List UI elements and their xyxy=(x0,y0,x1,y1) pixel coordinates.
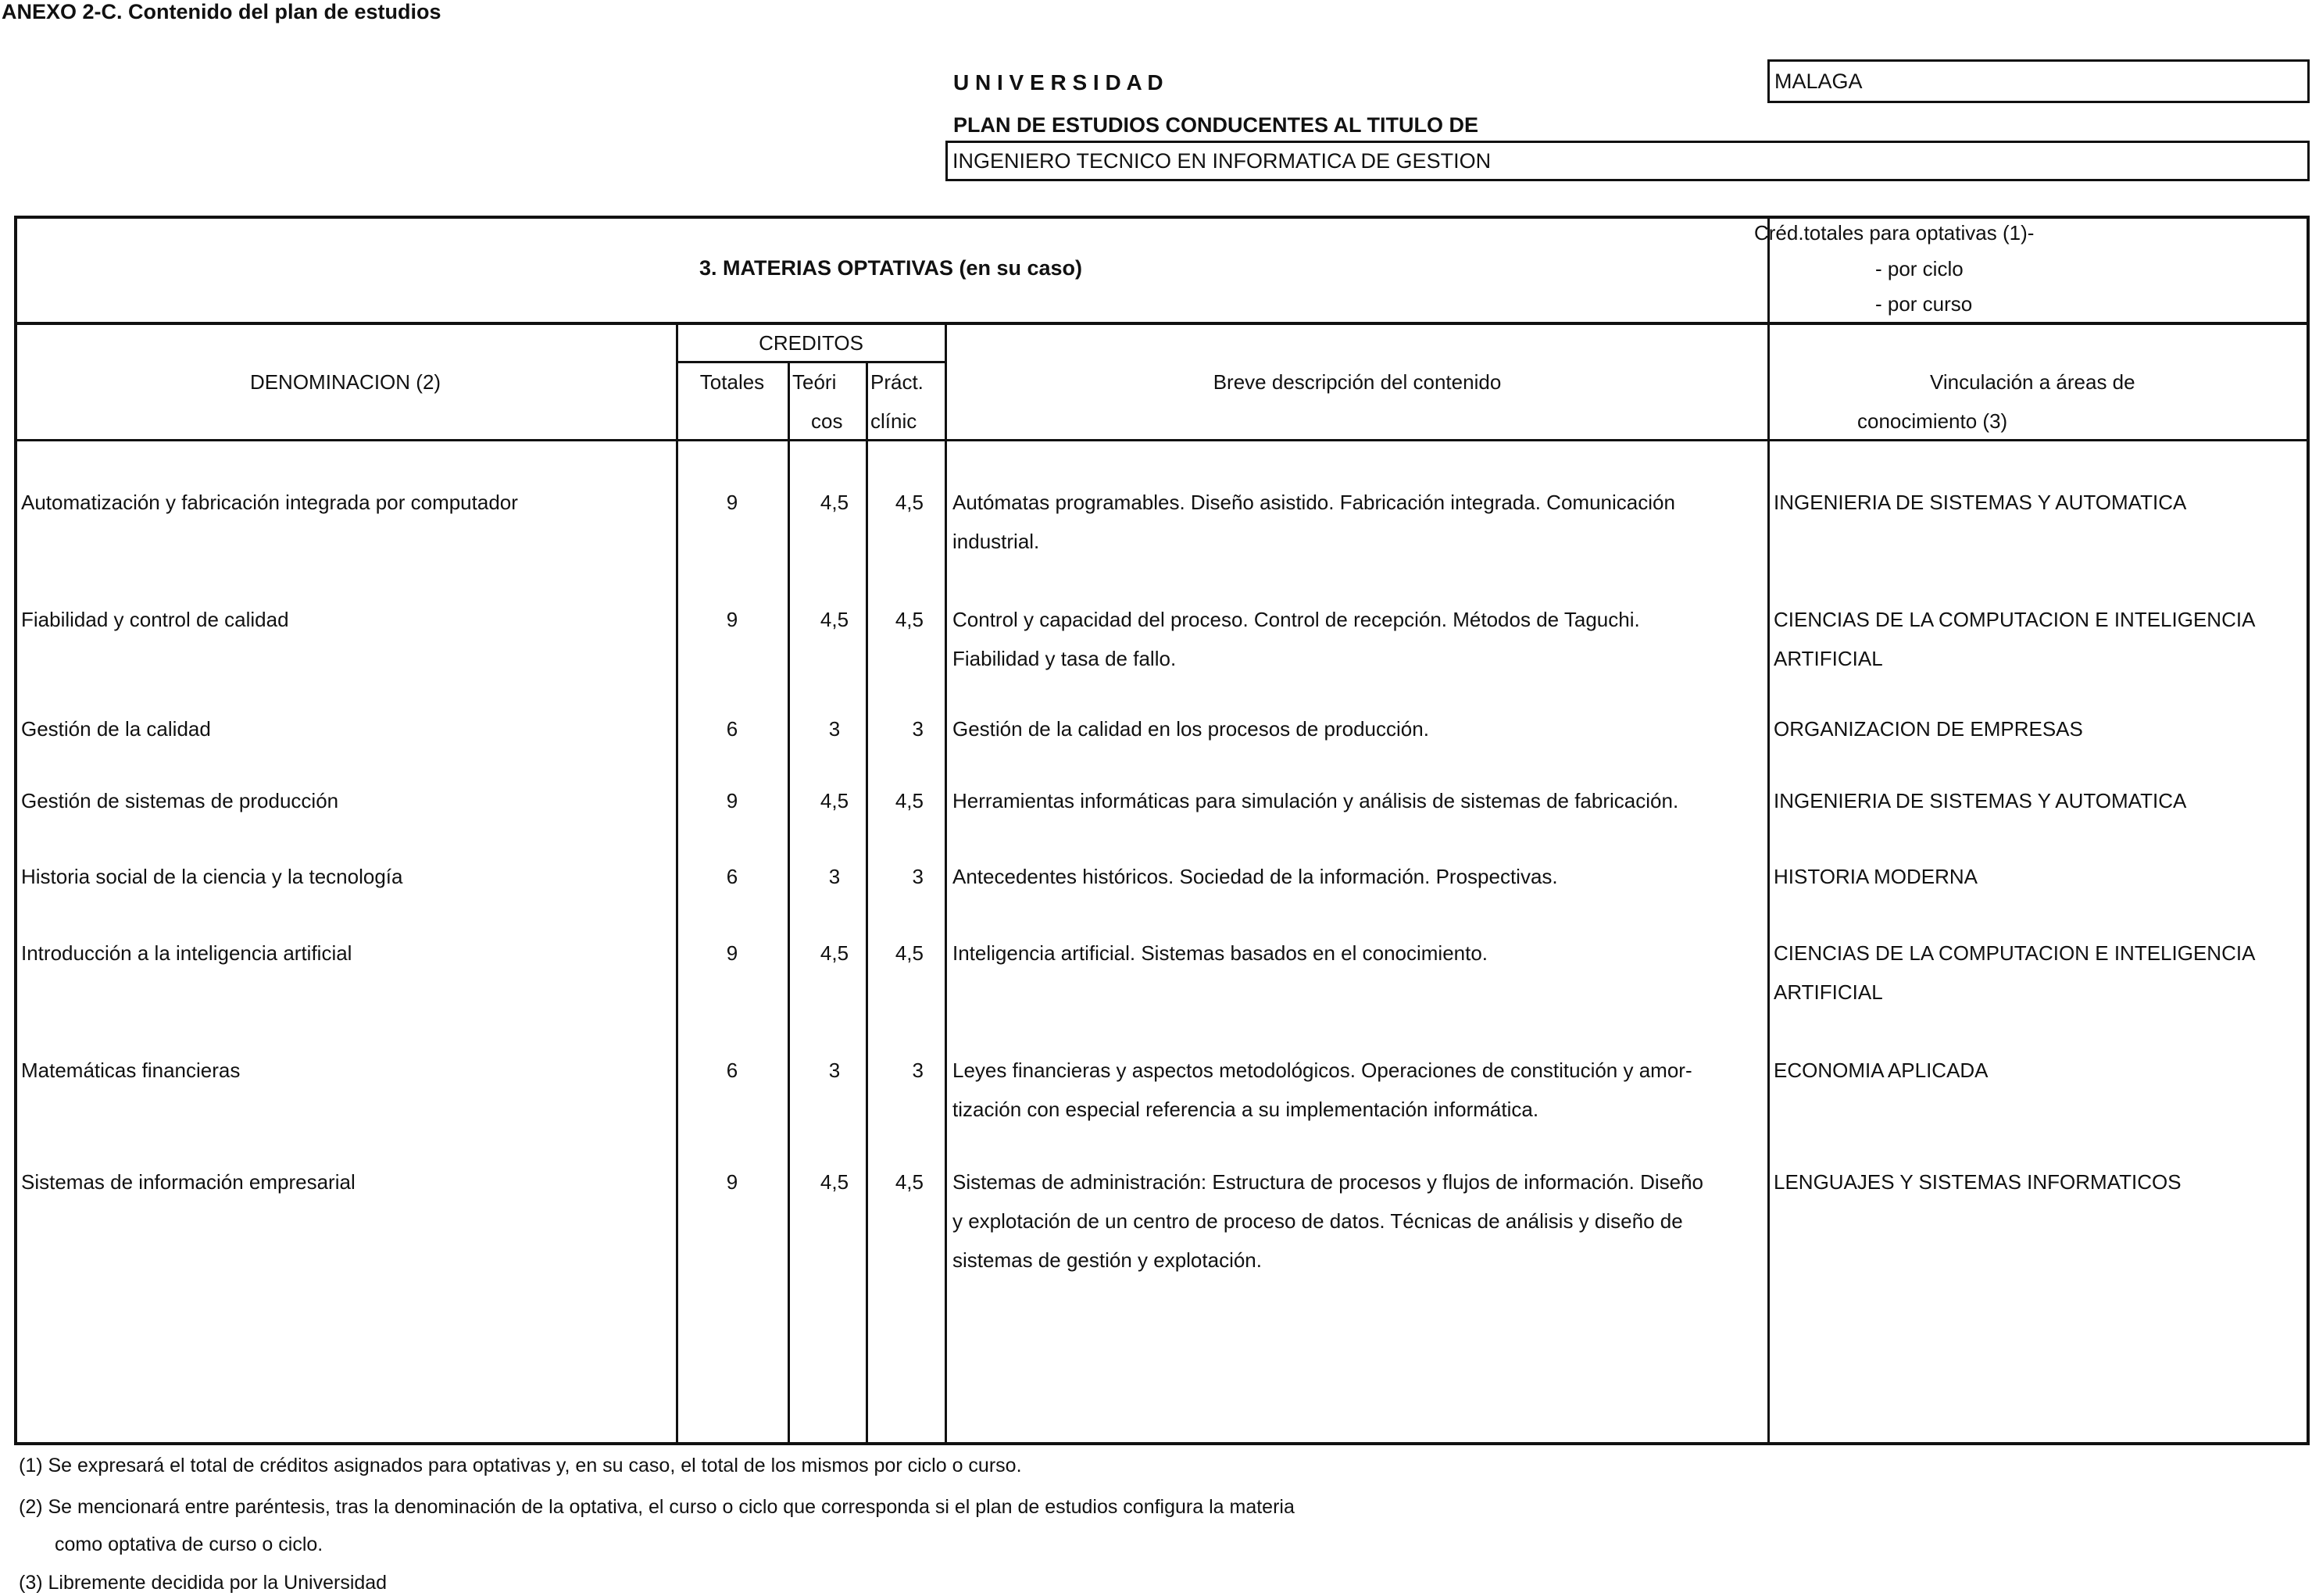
row-practicos: 4,5 xyxy=(895,789,924,812)
row-area-line: INGENIERIA DE SISTEMAS Y AUTOMATICA xyxy=(1774,491,2187,514)
header-teoricos-1: Teóri xyxy=(792,370,837,394)
row-teoricos: 3 xyxy=(828,865,841,888)
row-teoricos: 3 xyxy=(828,717,841,741)
credits-total-line: Créd.totales para optativas (1)- xyxy=(1754,221,2035,245)
plan-value: INGENIERO TECNICO EN INFORMATICA DE GESTION xyxy=(952,149,1492,173)
row-denominacion: Fiabilidad y control de calidad xyxy=(21,608,289,631)
row-totales: 6 xyxy=(726,865,738,888)
row-denominacion: Gestión de sistemas de producción xyxy=(21,789,339,812)
row-practicos: 3 xyxy=(912,1059,924,1082)
row-totales: 9 xyxy=(726,789,738,812)
row-teoricos: 4,5 xyxy=(820,608,849,631)
row-descripcion-line: y explotación de un centro de proceso de datos. Técnicas de análisis y diseño de xyxy=(952,1209,1683,1233)
col-desc-border xyxy=(945,322,947,1445)
row-teoricos: 4,5 xyxy=(820,1170,849,1194)
header-vinculacion-1: Vinculación a áreas de xyxy=(1930,370,2135,394)
plan-field xyxy=(945,141,2310,181)
row-area-line: ECONOMIA APLICADA xyxy=(1774,1059,1989,1082)
body-divider xyxy=(14,439,2310,441)
row-totales: 6 xyxy=(726,1059,738,1082)
row-practicos: 4,5 xyxy=(895,608,924,631)
row-area-line: ORGANIZACION DE EMPRESAS xyxy=(1774,717,2083,741)
col-teoricos-border xyxy=(788,361,790,1445)
plan-label: PLAN DE ESTUDIOS CONDUCENTES AL TITULO DE xyxy=(953,113,1479,137)
row-denominacion: Automatización y fabricación integrada por computador xyxy=(21,491,518,514)
row-teoricos: 4,5 xyxy=(820,941,849,965)
row-totales: 9 xyxy=(726,608,738,631)
row-area-line: ARTIFICIAL xyxy=(1774,980,1883,1004)
row-denominacion: Historia social de la ciencia y la tecnología xyxy=(21,865,403,888)
credits-curso-line: - por curso xyxy=(1875,292,1973,316)
row-denominacion: Gestión de la calidad xyxy=(21,717,211,741)
footnote-2: (2) Se mencionará entre paréntesis, tras la denominación de la optativa, el curso o ciclo que corresponda si el plan de estudios configura la materia xyxy=(19,1496,1295,1518)
row-denominacion: Sistemas de información empresarial xyxy=(21,1170,356,1194)
col-practicos-border xyxy=(866,361,868,1445)
row-totales: 6 xyxy=(726,717,738,741)
row-descripcion-line: industrial. xyxy=(952,530,1040,553)
university-value: MALAGA xyxy=(1774,70,1863,93)
row-descripcion-line: Sistemas de administración: Estructura de procesos y flujos de información. Diseño xyxy=(952,1170,1703,1194)
row-area-line: CIENCIAS DE LA COMPUTACION E INTELIGENCIA xyxy=(1774,608,2256,631)
header-practicos-1: Práct. xyxy=(870,370,924,394)
row-totales: 9 xyxy=(726,491,738,514)
row-descripcion-line: sistemas de gestión y explotación. xyxy=(952,1248,1262,1272)
row-descripcion-line: tización con especial referencia a su implementación informática. xyxy=(952,1098,1539,1121)
row-descripcion-line: Fiabilidad y tasa de fallo. xyxy=(952,647,1177,670)
row-area-line: CIENCIAS DE LA COMPUTACION E INTELIGENCIA xyxy=(1774,941,2256,965)
row-descripcion-line: Herramientas informáticas para simulación y análisis de sistemas de fabricación. xyxy=(952,789,1679,812)
footnote-3: (3) Libremente decidida por la Universidad xyxy=(19,1572,388,1594)
header-practicos-2: clínic xyxy=(870,409,917,433)
footnote-1: (1) Se expresará el total de créditos asignados para optativas y, en su caso, el total de los mismos por ciclo o curso. xyxy=(19,1455,1022,1476)
row-descripcion-line: Autómatas programables. Diseño asistido. Fabricación integrada. Comunicación xyxy=(952,491,1675,514)
row-descripcion-line: Antecedentes históricos. Sociedad de la información. Prospectivas. xyxy=(952,865,1558,888)
row-practicos: 4,5 xyxy=(895,491,924,514)
university-field xyxy=(1767,59,2310,103)
university-label: U N I V E R S I D A D xyxy=(953,70,1163,95)
col-area-border xyxy=(1767,216,1770,1445)
row-area-line: HISTORIA MODERNA xyxy=(1774,865,1978,888)
row-descripcion-line: Leyes financieras y aspectos metodológicos. Operaciones de constitución y amor- xyxy=(952,1059,1692,1082)
row-descripcion-line: Gestión de la calidad en los procesos de producción. xyxy=(952,717,1429,741)
row-area-line: ARTIFICIAL xyxy=(1774,647,1883,670)
row-totales: 9 xyxy=(726,941,738,965)
row-descripcion-line: Inteligencia artificial. Sistemas basados en el conocimiento. xyxy=(952,941,1488,965)
row-practicos: 4,5 xyxy=(895,1170,924,1194)
row-denominacion: Introducción a la inteligencia artificial xyxy=(21,941,352,965)
credits-ciclo-line: - por ciclo xyxy=(1875,257,1964,280)
header-creditos: CREDITOS xyxy=(759,331,863,355)
section-title: 3. MATERIAS OPTATIVAS (en su caso) xyxy=(699,256,1083,280)
row-descripcion-line: Control y capacidad del proceso. Control de recepción. Métodos de Taguchi. xyxy=(952,608,1640,631)
footnote-2-cont: como optativa de curso o ciclo. xyxy=(55,1534,323,1555)
credits-divider xyxy=(677,361,947,363)
row-area-line: LENGUAJES Y SISTEMAS INFORMATICOS xyxy=(1774,1170,2182,1194)
row-teoricos: 4,5 xyxy=(820,789,849,812)
header-descripcion: Breve descripción del contenido xyxy=(1213,370,1502,394)
header-divider xyxy=(14,322,2310,325)
row-totales: 9 xyxy=(726,1170,738,1194)
row-practicos: 4,5 xyxy=(895,941,924,965)
row-teoricos: 3 xyxy=(828,1059,841,1082)
header-teoricos-2: cos xyxy=(811,409,843,433)
header-totales: Totales xyxy=(699,370,765,394)
annex-title: ANEXO 2-C. Contenido del plan de estudios xyxy=(2,0,441,23)
row-area-line: INGENIERIA DE SISTEMAS Y AUTOMATICA xyxy=(1774,789,2187,812)
row-practicos: 3 xyxy=(912,717,924,741)
row-denominacion: Matemáticas financieras xyxy=(21,1059,241,1082)
header-denominacion: DENOMINACION (2) xyxy=(249,370,441,394)
header-vinculacion-2: conocimiento (3) xyxy=(1857,409,2008,433)
row-teoricos: 4,5 xyxy=(820,491,849,514)
row-practicos: 3 xyxy=(912,865,924,888)
